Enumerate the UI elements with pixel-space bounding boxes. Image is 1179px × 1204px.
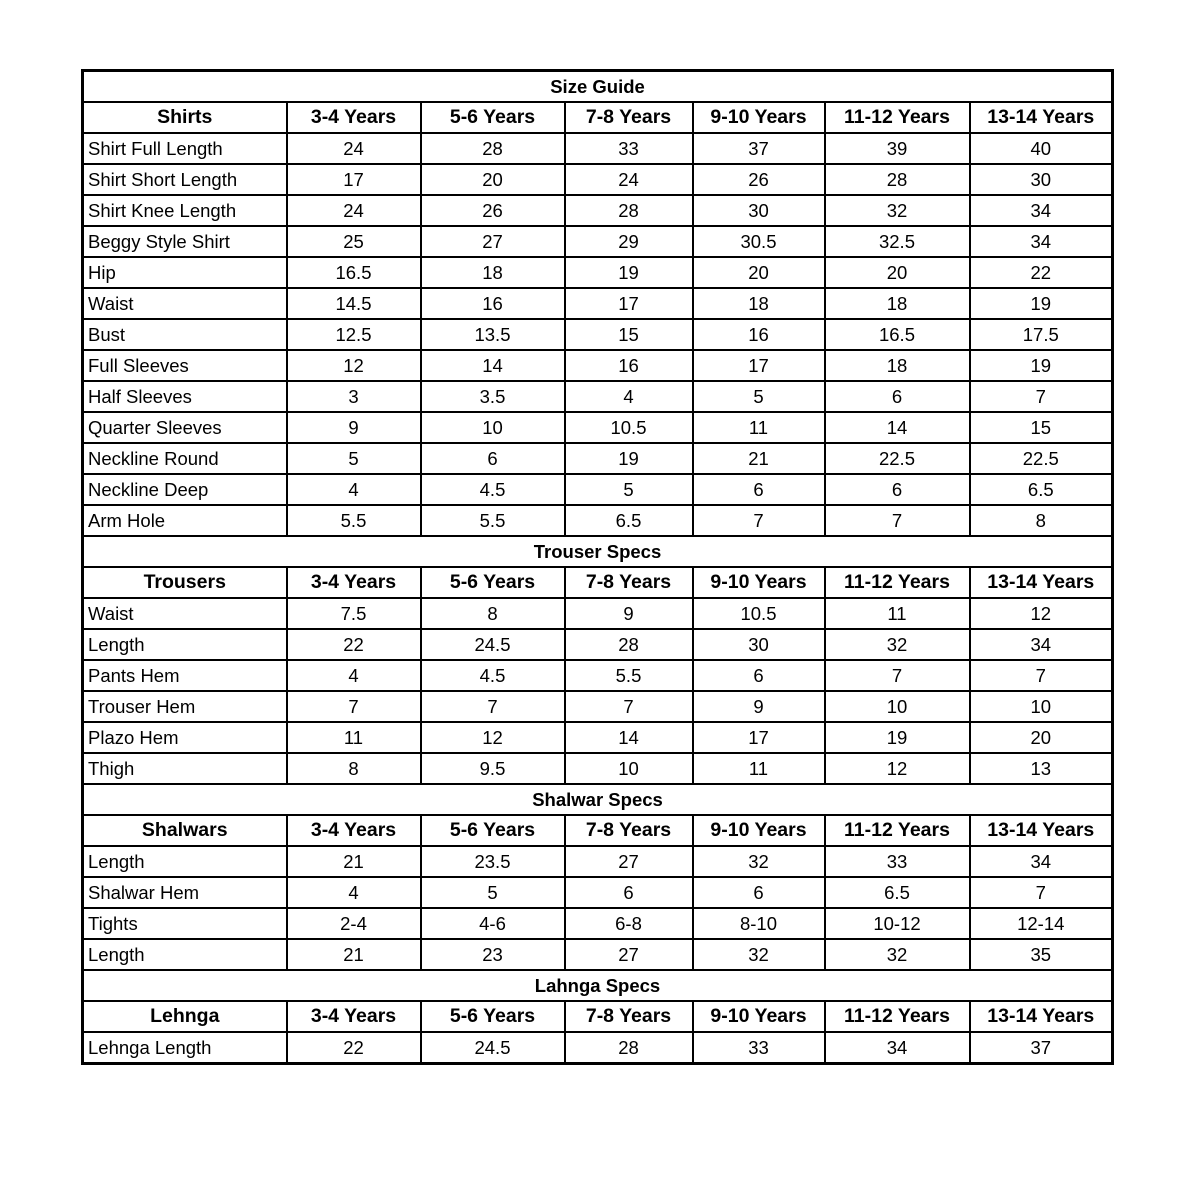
value-cell: 10 bbox=[565, 753, 693, 784]
value-cell: 35 bbox=[970, 939, 1113, 970]
column-header: 11-12 Years bbox=[825, 1001, 970, 1032]
value-cell: 9 bbox=[287, 412, 421, 443]
row-label: Bust bbox=[83, 319, 287, 350]
table-row bbox=[83, 939, 1113, 970]
value-cell: 4 bbox=[287, 660, 421, 691]
value-cell: 14 bbox=[825, 412, 970, 443]
value-cell: 19 bbox=[565, 257, 693, 288]
column-header: 7-8 Years bbox=[565, 1001, 693, 1032]
column-header: 9-10 Years bbox=[693, 1001, 825, 1032]
value-cell: 4.5 bbox=[421, 660, 565, 691]
value-cell: 6.5 bbox=[970, 474, 1113, 505]
value-cell: 8-10 bbox=[693, 908, 825, 939]
value-cell: 21 bbox=[287, 939, 421, 970]
table-row bbox=[83, 133, 1113, 164]
table-row bbox=[83, 660, 1113, 691]
value-cell: 37 bbox=[970, 1032, 1113, 1064]
value-cell: 39 bbox=[825, 133, 970, 164]
value-cell: 8 bbox=[287, 753, 421, 784]
column-header: 11-12 Years bbox=[825, 102, 970, 133]
value-cell: 5 bbox=[565, 474, 693, 505]
value-cell: 28 bbox=[565, 1032, 693, 1064]
value-cell: 9 bbox=[565, 598, 693, 629]
row-label: Length bbox=[83, 629, 287, 660]
section-title-row bbox=[83, 536, 1113, 567]
size-guide-table bbox=[81, 69, 1114, 1065]
group-header-row bbox=[83, 1001, 1113, 1032]
value-cell: 20 bbox=[693, 257, 825, 288]
row-label: Neckline Deep bbox=[83, 474, 287, 505]
value-cell: 5.5 bbox=[565, 660, 693, 691]
column-header: 11-12 Years bbox=[825, 567, 970, 598]
value-cell: 4 bbox=[565, 381, 693, 412]
value-cell: 6 bbox=[565, 877, 693, 908]
value-cell: 3 bbox=[287, 381, 421, 412]
column-header: 5-6 Years bbox=[421, 102, 565, 133]
value-cell: 22.5 bbox=[970, 443, 1113, 474]
value-cell: 23.5 bbox=[421, 846, 565, 877]
value-cell: 13 bbox=[970, 753, 1113, 784]
value-cell: 18 bbox=[421, 257, 565, 288]
table-row bbox=[83, 877, 1113, 908]
row-label: Trouser Hem bbox=[83, 691, 287, 722]
value-cell: 33 bbox=[825, 846, 970, 877]
group-header-row bbox=[83, 815, 1113, 846]
value-cell: 7 bbox=[693, 505, 825, 536]
value-cell: 7 bbox=[421, 691, 565, 722]
table-row bbox=[83, 598, 1113, 629]
value-cell: 12 bbox=[287, 350, 421, 381]
table-row bbox=[83, 691, 1113, 722]
row-label: Plazo Hem bbox=[83, 722, 287, 753]
row-label: Waist bbox=[83, 288, 287, 319]
column-header: 11-12 Years bbox=[825, 815, 970, 846]
row-label: Thigh bbox=[83, 753, 287, 784]
section-title-row bbox=[83, 784, 1113, 815]
value-cell: 10-12 bbox=[825, 908, 970, 939]
group-header-row bbox=[83, 102, 1113, 133]
table-row bbox=[83, 319, 1113, 350]
column-header: 5-6 Years bbox=[421, 815, 565, 846]
value-cell: 6 bbox=[693, 660, 825, 691]
table-row bbox=[83, 908, 1113, 939]
value-cell: 7.5 bbox=[287, 598, 421, 629]
row-label: Shirt Knee Length bbox=[83, 195, 287, 226]
value-cell: 4 bbox=[287, 877, 421, 908]
row-label: Arm Hole bbox=[83, 505, 287, 536]
section-title: Trouser Specs bbox=[83, 536, 1113, 567]
column-header: 5-6 Years bbox=[421, 1001, 565, 1032]
value-cell: 24.5 bbox=[421, 1032, 565, 1064]
value-cell: 5.5 bbox=[421, 505, 565, 536]
column-header: 13-14 Years bbox=[970, 815, 1113, 846]
value-cell: 10 bbox=[970, 691, 1113, 722]
value-cell: 17 bbox=[693, 350, 825, 381]
value-cell: 18 bbox=[825, 288, 970, 319]
row-label: Beggy Style Shirt bbox=[83, 226, 287, 257]
value-cell: 7 bbox=[970, 660, 1113, 691]
value-cell: 32 bbox=[825, 939, 970, 970]
value-cell: 30.5 bbox=[693, 226, 825, 257]
row-label: Lehnga Length bbox=[83, 1032, 287, 1064]
value-cell: 19 bbox=[970, 350, 1113, 381]
value-cell: 3.5 bbox=[421, 381, 565, 412]
value-cell: 12 bbox=[970, 598, 1113, 629]
value-cell: 32.5 bbox=[825, 226, 970, 257]
value-cell: 28 bbox=[565, 629, 693, 660]
value-cell: 6.5 bbox=[565, 505, 693, 536]
value-cell: 5.5 bbox=[287, 505, 421, 536]
value-cell: 7 bbox=[565, 691, 693, 722]
value-cell: 25 bbox=[287, 226, 421, 257]
column-header: 3-4 Years bbox=[287, 815, 421, 846]
value-cell: 32 bbox=[825, 195, 970, 226]
value-cell: 11 bbox=[693, 753, 825, 784]
section-title-row bbox=[83, 71, 1113, 103]
column-header: 7-8 Years bbox=[565, 567, 693, 598]
column-header: 13-14 Years bbox=[970, 567, 1113, 598]
value-cell: 17 bbox=[565, 288, 693, 319]
value-cell: 17 bbox=[287, 164, 421, 195]
section-title: Size Guide bbox=[83, 71, 1113, 103]
value-cell: 20 bbox=[825, 257, 970, 288]
row-label: Quarter Sleeves bbox=[83, 412, 287, 443]
value-cell: 12.5 bbox=[287, 319, 421, 350]
value-cell: 40 bbox=[970, 133, 1113, 164]
value-cell: 21 bbox=[693, 443, 825, 474]
group-header-row bbox=[83, 567, 1113, 598]
row-label: Length bbox=[83, 939, 287, 970]
value-cell: 7 bbox=[825, 660, 970, 691]
table-row bbox=[83, 412, 1113, 443]
value-cell: 37 bbox=[693, 133, 825, 164]
value-cell: 4 bbox=[287, 474, 421, 505]
value-cell: 27 bbox=[565, 939, 693, 970]
column-header: 13-14 Years bbox=[970, 102, 1113, 133]
value-cell: 28 bbox=[421, 133, 565, 164]
value-cell: 11 bbox=[693, 412, 825, 443]
value-cell: 6 bbox=[693, 474, 825, 505]
value-cell: 10.5 bbox=[693, 598, 825, 629]
table-row bbox=[83, 350, 1113, 381]
row-label: Waist bbox=[83, 598, 287, 629]
row-label: Neckline Round bbox=[83, 443, 287, 474]
value-cell: 6 bbox=[825, 381, 970, 412]
value-cell: 34 bbox=[970, 226, 1113, 257]
value-cell: 15 bbox=[565, 319, 693, 350]
value-cell: 2-4 bbox=[287, 908, 421, 939]
value-cell: 6-8 bbox=[565, 908, 693, 939]
column-header: 3-4 Years bbox=[287, 567, 421, 598]
value-cell: 6 bbox=[693, 877, 825, 908]
table-row bbox=[83, 1032, 1113, 1064]
table-row bbox=[83, 505, 1113, 536]
column-header: 7-8 Years bbox=[565, 102, 693, 133]
row-label: Pants Hem bbox=[83, 660, 287, 691]
size-guide-table-body bbox=[83, 71, 1113, 1064]
table-row bbox=[83, 474, 1113, 505]
value-cell: 30 bbox=[693, 195, 825, 226]
value-cell: 16 bbox=[421, 288, 565, 319]
row-label: Tights bbox=[83, 908, 287, 939]
column-header: 3-4 Years bbox=[287, 102, 421, 133]
table-row bbox=[83, 195, 1113, 226]
value-cell: 16 bbox=[565, 350, 693, 381]
value-cell: 12 bbox=[421, 722, 565, 753]
value-cell: 19 bbox=[825, 722, 970, 753]
column-header: 7-8 Years bbox=[565, 815, 693, 846]
value-cell: 5 bbox=[287, 443, 421, 474]
row-label: Half Sleeves bbox=[83, 381, 287, 412]
value-cell: 8 bbox=[970, 505, 1113, 536]
table-row bbox=[83, 443, 1113, 474]
group-label: Lehnga bbox=[83, 1001, 287, 1032]
group-label: Shalwars bbox=[83, 815, 287, 846]
column-header: 9-10 Years bbox=[693, 567, 825, 598]
column-header: 5-6 Years bbox=[421, 567, 565, 598]
value-cell: 13.5 bbox=[421, 319, 565, 350]
value-cell: 27 bbox=[421, 226, 565, 257]
value-cell: 15 bbox=[970, 412, 1113, 443]
value-cell: 26 bbox=[693, 164, 825, 195]
value-cell: 12 bbox=[825, 753, 970, 784]
value-cell: 28 bbox=[565, 195, 693, 226]
value-cell: 16 bbox=[693, 319, 825, 350]
table-row bbox=[83, 753, 1113, 784]
row-label: Hip bbox=[83, 257, 287, 288]
value-cell: 22.5 bbox=[825, 443, 970, 474]
column-header: 9-10 Years bbox=[693, 815, 825, 846]
value-cell: 24 bbox=[287, 133, 421, 164]
table-row bbox=[83, 629, 1113, 660]
value-cell: 5 bbox=[421, 877, 565, 908]
value-cell: 32 bbox=[693, 846, 825, 877]
value-cell: 5 bbox=[693, 381, 825, 412]
value-cell: 9 bbox=[693, 691, 825, 722]
value-cell: 6 bbox=[825, 474, 970, 505]
value-cell: 20 bbox=[421, 164, 565, 195]
value-cell: 7 bbox=[970, 877, 1113, 908]
value-cell: 18 bbox=[693, 288, 825, 319]
value-cell: 10 bbox=[421, 412, 565, 443]
value-cell: 17 bbox=[693, 722, 825, 753]
column-header: 9-10 Years bbox=[693, 102, 825, 133]
value-cell: 28 bbox=[825, 164, 970, 195]
table-row bbox=[83, 257, 1113, 288]
table-row bbox=[83, 164, 1113, 195]
value-cell: 26 bbox=[421, 195, 565, 226]
value-cell: 9.5 bbox=[421, 753, 565, 784]
value-cell: 34 bbox=[970, 195, 1113, 226]
value-cell: 27 bbox=[565, 846, 693, 877]
value-cell: 10.5 bbox=[565, 412, 693, 443]
row-label: Shirt Short Length bbox=[83, 164, 287, 195]
value-cell: 6 bbox=[421, 443, 565, 474]
table-row bbox=[83, 846, 1113, 877]
value-cell: 33 bbox=[565, 133, 693, 164]
value-cell: 7 bbox=[825, 505, 970, 536]
row-label: Shalwar Hem bbox=[83, 877, 287, 908]
group-label: Shirts bbox=[83, 102, 287, 133]
section-title: Shalwar Specs bbox=[83, 784, 1113, 815]
column-header: 3-4 Years bbox=[287, 1001, 421, 1032]
value-cell: 18 bbox=[825, 350, 970, 381]
value-cell: 34 bbox=[970, 629, 1113, 660]
value-cell: 30 bbox=[693, 629, 825, 660]
value-cell: 21 bbox=[287, 846, 421, 877]
value-cell: 14 bbox=[565, 722, 693, 753]
value-cell: 6.5 bbox=[825, 877, 970, 908]
value-cell: 7 bbox=[287, 691, 421, 722]
value-cell: 10 bbox=[825, 691, 970, 722]
value-cell: 22 bbox=[970, 257, 1113, 288]
value-cell: 24 bbox=[565, 164, 693, 195]
row-label: Full Sleeves bbox=[83, 350, 287, 381]
value-cell: 16.5 bbox=[825, 319, 970, 350]
value-cell: 11 bbox=[287, 722, 421, 753]
row-label: Length bbox=[83, 846, 287, 877]
value-cell: 14.5 bbox=[287, 288, 421, 319]
value-cell: 33 bbox=[693, 1032, 825, 1064]
value-cell: 4.5 bbox=[421, 474, 565, 505]
value-cell: 14 bbox=[421, 350, 565, 381]
section-title: Lahnga Specs bbox=[83, 970, 1113, 1001]
value-cell: 19 bbox=[970, 288, 1113, 319]
value-cell: 23 bbox=[421, 939, 565, 970]
table-row bbox=[83, 288, 1113, 319]
value-cell: 20 bbox=[970, 722, 1113, 753]
value-cell: 17.5 bbox=[970, 319, 1113, 350]
table-row bbox=[83, 381, 1113, 412]
value-cell: 12-14 bbox=[970, 908, 1113, 939]
value-cell: 7 bbox=[970, 381, 1113, 412]
section-title-row bbox=[83, 970, 1113, 1001]
value-cell: 34 bbox=[825, 1032, 970, 1064]
value-cell: 24 bbox=[287, 195, 421, 226]
value-cell: 32 bbox=[825, 629, 970, 660]
size-guide-table-container bbox=[81, 69, 1114, 1065]
value-cell: 22 bbox=[287, 1032, 421, 1064]
row-label: Shirt Full Length bbox=[83, 133, 287, 164]
value-cell: 24.5 bbox=[421, 629, 565, 660]
value-cell: 34 bbox=[970, 846, 1113, 877]
value-cell: 30 bbox=[970, 164, 1113, 195]
value-cell: 4-6 bbox=[421, 908, 565, 939]
table-row bbox=[83, 226, 1113, 257]
table-row bbox=[83, 722, 1113, 753]
value-cell: 16.5 bbox=[287, 257, 421, 288]
value-cell: 32 bbox=[693, 939, 825, 970]
value-cell: 11 bbox=[825, 598, 970, 629]
value-cell: 29 bbox=[565, 226, 693, 257]
value-cell: 22 bbox=[287, 629, 421, 660]
group-label: Trousers bbox=[83, 567, 287, 598]
value-cell: 19 bbox=[565, 443, 693, 474]
column-header: 13-14 Years bbox=[970, 1001, 1113, 1032]
value-cell: 8 bbox=[421, 598, 565, 629]
